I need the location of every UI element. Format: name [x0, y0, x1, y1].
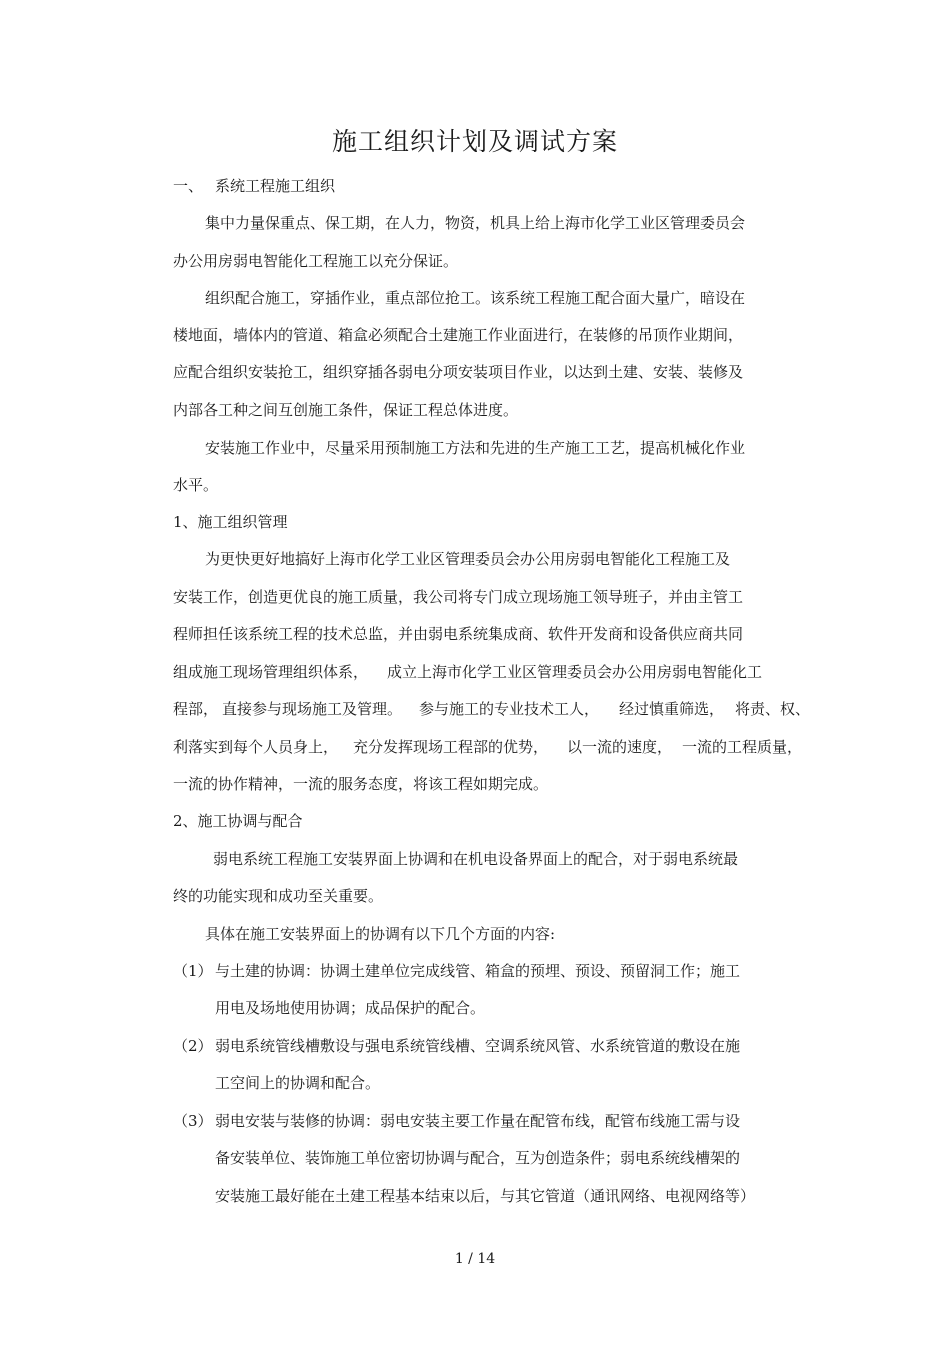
section-number: 一、 [173, 177, 204, 195]
list-item-line: 备安装单位、装饰施工单位密切协调与配合，互为创造条件；弱电系统线槽架的 [215, 1149, 741, 1167]
paragraph-segment: 充分发挥现场工程部的优势， [353, 738, 549, 756]
paragraph-segment: 经过慎重筛选， [619, 700, 725, 718]
paragraph-segment: 程部， [173, 700, 219, 718]
list-item-line: 与土建的协调：协调土建单位完成线管、箱盒的预埋、预设、预留洞工作；施工 [215, 962, 741, 980]
list-item-number: （1） [173, 962, 213, 980]
paragraph-line: 具体在施工安装界面上的协调有以下几个方面的内容: [205, 925, 556, 943]
paragraph-segment: 成立上海市化学工业区管理委员会办公用房弱电智能化工 [387, 663, 763, 681]
paragraph-segment: 以一流的速度， [567, 738, 673, 756]
paragraph-line: 办公用房弱电智能化工程施工以充分保证。 [173, 252, 459, 270]
paragraph-segment: 利落实到每个人员身上， [173, 738, 339, 756]
section-heading: 系统工程施工组织 [215, 177, 336, 195]
paragraph-segment: 一流的工程质量， [682, 738, 803, 756]
paragraph-line: 楼地面，墙体内的管道、箱盒必须配合土建施工作业面进行，在装修的吊顶作业期间， [173, 326, 744, 344]
paragraph-line: 安装施工作业中，尽量采用预制施工方法和先进的生产施工工艺，提高机械化作业 [205, 439, 746, 457]
paragraph-line: 集中力量保重点、保工期，在人力，物资，机具上给上海市化学工业区管理委员会 [205, 214, 746, 232]
paragraph-line: 弱电系统工程施工安装界面上协调和在机电设备界面上的配合，对于弱电系统最 [213, 850, 739, 868]
paragraph-line: 组织配合施工，穿插作业，重点部位抢工。该系统工程施工配合面大量广，暗设在 [205, 289, 746, 307]
list-item-line: 工空间上的协调和配合。 [215, 1074, 381, 1092]
paragraph-line: 内部各工种之间互创施工条件，保证工程总体进度。 [173, 401, 519, 419]
paragraph-line: 安装工作，创造更优良的施工质量，我公司将专门成立现场施工领导班子，并由主管工 [173, 588, 744, 606]
paragraph-line: 终的功能实现和成功至关重要。 [173, 887, 384, 905]
document-title: 施工组织计划及调试方案 [331, 127, 618, 156]
subsection-heading: 1、施工组织管理 [173, 513, 288, 531]
paragraph-line: 一流的协作精神，一流的服务态度，将该工程如期完成。 [173, 775, 549, 793]
list-item-line: 用电及场地使用协调；成品保护的配合。 [215, 999, 486, 1017]
paragraph-segment: 将责、权、 [735, 700, 811, 718]
paragraph-line: 程师担任该系统工程的技术总监，并由弱电系统集成商、软件开发商和设备供应商共同 [173, 625, 744, 643]
list-item-number: （3） [173, 1112, 213, 1130]
list-item-number: （2） [173, 1037, 213, 1055]
subsection-heading: 2、施工协调与配合 [173, 812, 303, 830]
paragraph-line: 为更快更好地搞好上海市化学工业区管理委员会办公用房弱电智能化工程施工及 [205, 550, 731, 568]
paragraph-line: 应配合组织安装抢工，组织穿插各弱电分项安装项目作业，以达到土建、安装、装修及 [173, 363, 744, 381]
paragraph-segment: 组成施工现场管理组织体系， [173, 663, 369, 681]
paragraph-segment: 参与施工的专业技术工人， [419, 700, 600, 718]
paragraph-segment: 直接参与现场施工及管理。 [222, 700, 403, 718]
page-number: 1 / 14 [454, 1251, 496, 1267]
list-item-line: 弱电系统管线槽敷设与强电系统管线槽、空调系统风管、水系统管道的敷设在施 [215, 1037, 741, 1055]
list-item-line: 弱电安装与装修的协调：弱电安装主要工作量在配管布线，配管布线施工需与设 [215, 1112, 741, 1130]
paragraph-line: 水平。 [173, 476, 219, 494]
list-item-line: 安装施工最好能在土建工程基本结束以后，与其它管道（通讯网络、电视网络等） [215, 1187, 756, 1205]
